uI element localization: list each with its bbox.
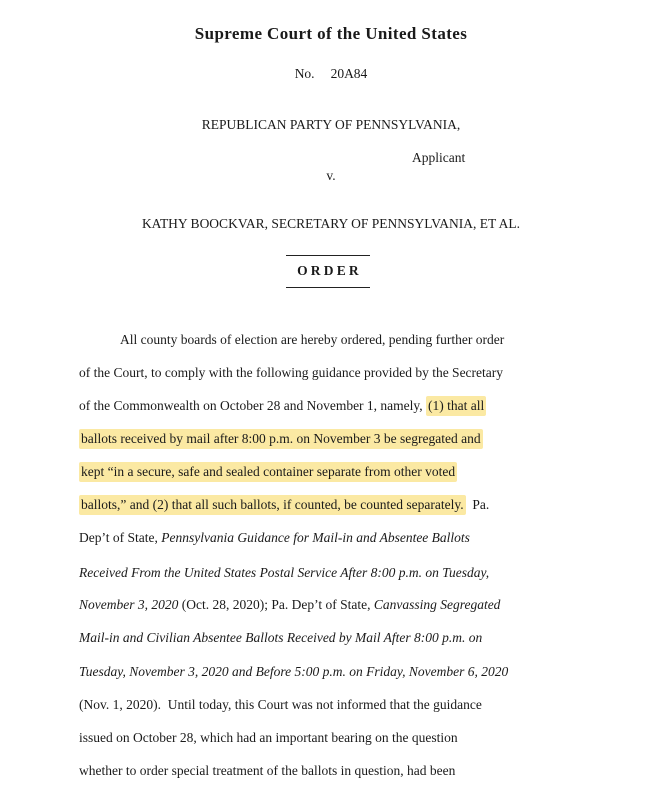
- body-text: of the Commonwealth on October 28 and November 1, namely,: [79, 398, 423, 413]
- body-line: [79, 529, 470, 547]
- body-line: whether to order special treatment of the ballots in question, had been: [79, 763, 456, 778]
- citation-title: Canvassing Segregated: [373, 597, 501, 612]
- body-line: [79, 463, 457, 481]
- applicant-role: Applicant: [412, 150, 466, 165]
- body-line: [79, 430, 483, 448]
- highlighted-text: ballots,” and (2) that all such ballots, if counted, be counted separately.: [79, 495, 466, 515]
- docket-number: [0, 66, 662, 82]
- body-text: (Oct. 28, 2020); Pa. Dep’t of State,: [181, 597, 371, 612]
- versus-label: v.: [326, 168, 336, 183]
- body-line: [79, 496, 489, 514]
- docket-number-value: 20A84: [330, 66, 368, 81]
- body-text: Dep’t of State,: [79, 530, 158, 545]
- petitioner-name: REPUBLICAN PARTY OF PENNSYLVANIA,: [201, 117, 461, 132]
- citation-title: Tuesday, November 3, 2020 and Before 5:00 p.m. on Friday, November 6, 2020: [79, 664, 509, 679]
- body-line: of the Court, to comply with the following guidance provided by the Secretary: [79, 365, 504, 380]
- citation-title: Mail-in and Civilian Absentee Ballots Received by Mail After 8:00 p.m. on: [79, 630, 483, 645]
- body-line: issued on October 28, which had an important bearing on the question: [79, 730, 458, 745]
- respondent-name: KATHY BOOCKVAR, SECRETARY OF PENNSYLVANIA, ET AL.: [141, 216, 521, 231]
- body-line: [79, 397, 486, 415]
- docket-number-label: No.: [294, 66, 315, 81]
- body-line: [79, 564, 489, 582]
- highlighted-text: ballots received by mail after 8:00 p.m. on November 3 be segregated and: [79, 429, 483, 449]
- body-line: [79, 596, 500, 614]
- body-line: (Nov. 1, 2020). Until today, this Court was not informed that the guidance: [79, 697, 482, 712]
- body-line: [79, 663, 508, 681]
- body-line: [79, 629, 482, 647]
- citation-title: November 3, 2020: [79, 597, 179, 612]
- highlighted-text: (1) that all: [426, 396, 486, 416]
- highlighted-text: kept “in a secure, safe and sealed container separate from other voted: [79, 462, 457, 482]
- body-line: All county boards of election are hereby ordered, pending further order: [120, 332, 505, 347]
- court-title: Supreme Court of the United States: [194, 24, 468, 43]
- citation-title: Pennsylvania Guidance for Mail-in and Absentee Ballots: [161, 530, 470, 545]
- order-heading: ORDER: [286, 255, 370, 288]
- body-text: Pa.: [472, 497, 490, 512]
- citation-title: Received From the United States Postal Service After 8:00 p.m. on Tuesday,: [79, 565, 490, 580]
